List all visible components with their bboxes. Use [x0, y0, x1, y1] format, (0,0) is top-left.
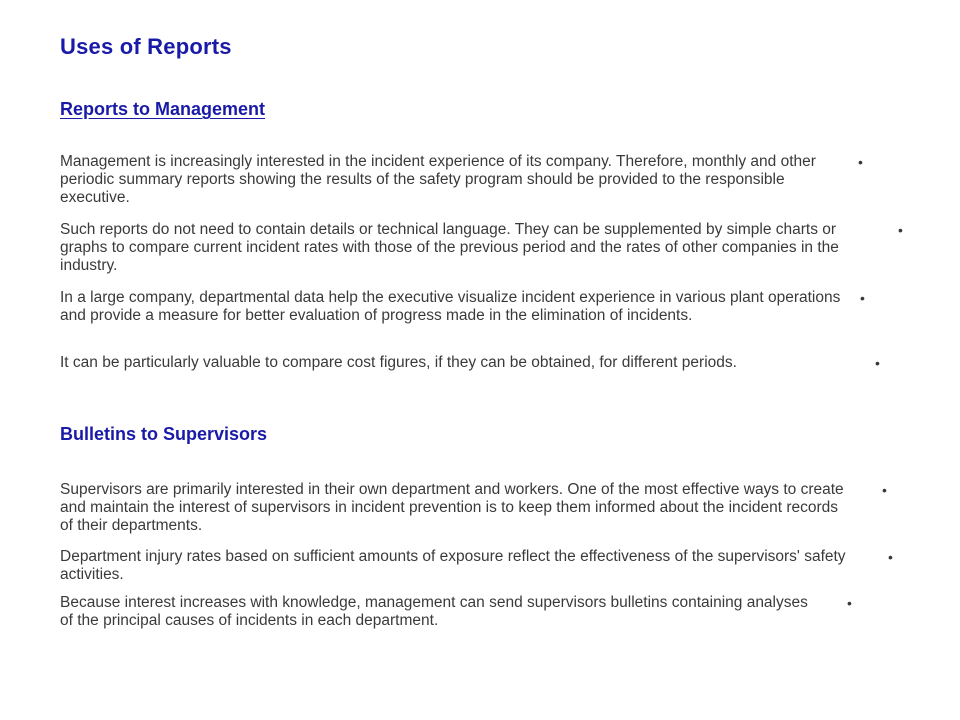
slide-title: Uses of Reports — [60, 34, 232, 59]
paragraph-text: Department injury rates based on sufficient amounts of exposure reflect the effectiveness of the supervisors' safety activities. — [60, 548, 846, 583]
list-item — [60, 289, 865, 325]
paragraph-text: Such reports do not need to contain details or technical language. They can be supplemented by simple charts or graphs to compare current incident rates with those of the previous period and the rates of other companies in the industry. — [60, 221, 839, 274]
list-item — [60, 594, 852, 630]
reports-to-management-link[interactable]: Reports to Management — [60, 99, 266, 119]
bullet-icon: • — [898, 222, 903, 238]
paragraph-text: In a large company, departmental data help the executive visualize incident experience in various plant operations and provide a measure for better evaluation of progress made in the elimination of incidents. — [60, 289, 841, 324]
paragraph-text: It can be particularly valuable to compare cost figures, if they can be obtained, for different periods. — [60, 354, 737, 371]
list-item — [60, 153, 863, 207]
list-item — [60, 221, 903, 275]
paragraph-text: Management is increasingly interested in the incident experience of its company. Therefore, monthly and other periodic summary reports showing the results of the safety program should be provided to the responsible executive. — [60, 153, 816, 206]
bullet-icon: • — [882, 482, 887, 498]
bullet-icon: • — [858, 154, 863, 170]
bullet-icon: • — [875, 355, 880, 371]
paragraph-text: Supervisors are primarily interested in their own department and workers. One of the most effective ways to create and maintain the interest of supervisors in incident prevention is to keep them informed about the incident records of their departments. — [60, 481, 844, 534]
paragraph-text: Because interest increases with knowledge, management can send supervisors bulletins containing analyses of the principal causes of incidents in each department. — [60, 594, 808, 629]
bullet-icon: • — [888, 549, 893, 565]
bulletins-to-supervisors-heading: Bulletins to Supervisors — [60, 424, 268, 444]
bullet-icon: • — [860, 290, 865, 306]
bullet-icon: • — [847, 595, 852, 611]
list-item — [60, 481, 887, 535]
list-item — [60, 354, 880, 372]
list-item — [60, 548, 893, 584]
